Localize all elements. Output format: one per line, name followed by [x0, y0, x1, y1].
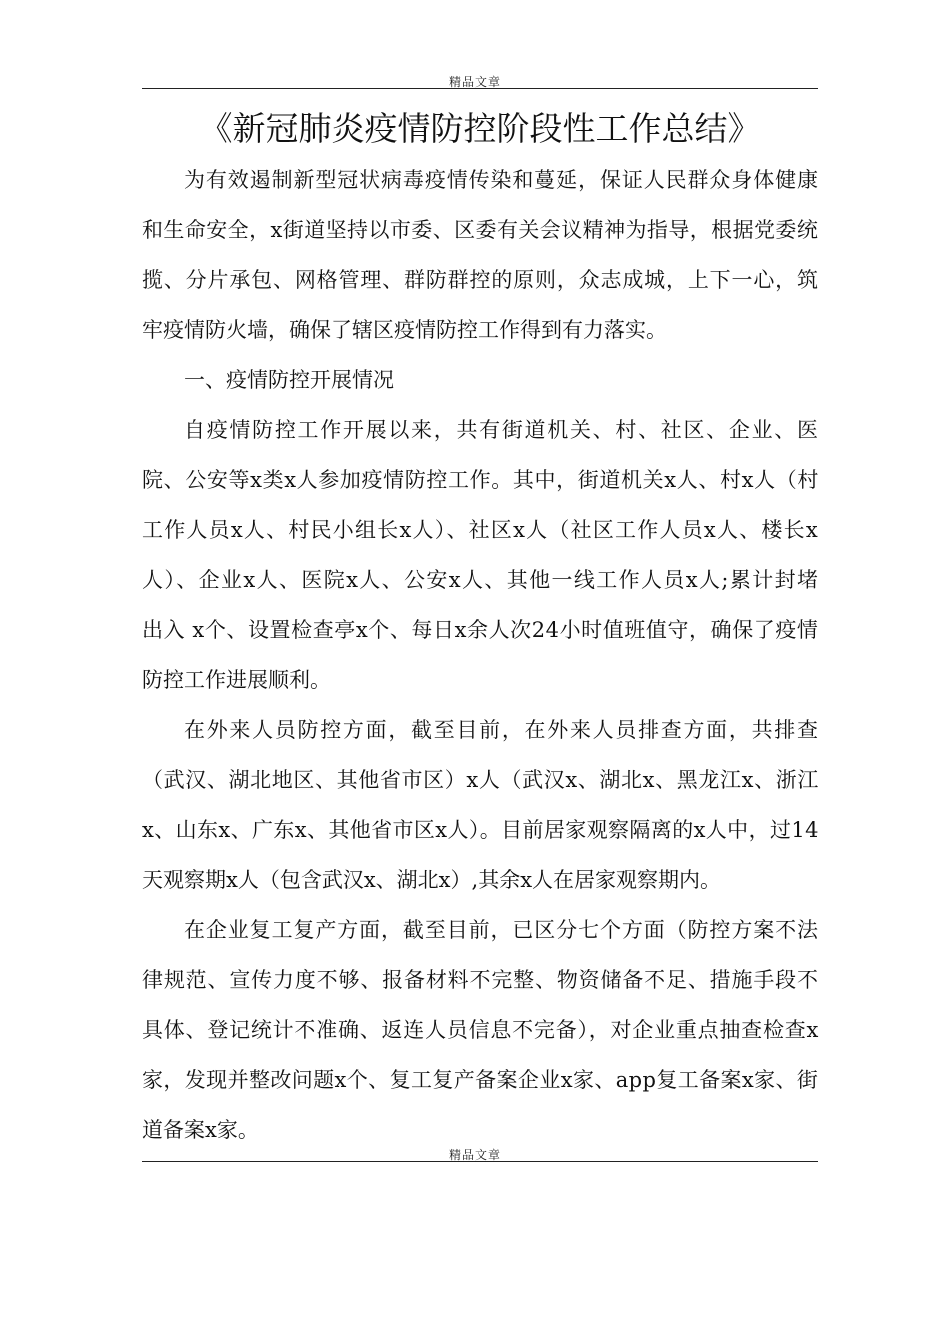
paragraph-line: 律规范、宣传力度不够、报备材料不完整、物资储备不足、措施手段不 [142, 968, 819, 992]
section-heading: 一、疫情防控开展情况 [184, 368, 394, 392]
paragraph-line: 家，发现并整改问题x个、复工复产备案企业x家、app复工备案x家、街 [142, 1068, 819, 1092]
paragraph-line: 为有效遏制新型冠状病毒疫情传染和蔓延，保证人民群众身体健康 [184, 168, 819, 192]
paragraph-line: 道备案x家。 [142, 1118, 259, 1142]
paragraph-line: 自疫情防控工作开展以来，共有街道机关、村、社区、企业、医 [184, 418, 820, 442]
paragraph-line: 出入 x个、设置检查亭x个、每日x余人次24小时值班值守，确保了疫情 [142, 618, 819, 642]
paragraph-line: 在外来人员防控方面，截至目前，在外来人员排查方面，共排查 [184, 718, 820, 742]
paragraph-line: 揽、分片承包、网格管理、群防群控的原则，众志成城，上下一心，筑 [142, 268, 819, 292]
document-body [142, 155, 818, 1155]
paragraph-line: x、山东x、广东x、其他省市区x人）。目前居家观察隔离的x人中，过14 [142, 818, 819, 842]
paragraph-line: （武汉、湖北地区、其他省市区）x人（武汉x、湖北x、黑龙江x、浙江 [142, 768, 819, 792]
paragraph-line: 牢疫情防火墙，确保了辖区疫情防控工作得到有力落实。 [142, 318, 667, 342]
paragraph-line: 工作人员x人、村民小组长x人）、社区x人（社区工作人员x人、楼长x [142, 518, 819, 542]
footer-label: 精品文章 [448, 1148, 501, 1162]
header-rule [142, 88, 818, 89]
paragraph-line: 在企业复工复产方面，截至目前，已区分七个方面（防控方案不法 [184, 918, 819, 942]
paragraph-line: 院、公安等x类x人参加疫情防控工作。其中，街道机关x人、村x人（村 [142, 468, 819, 492]
paragraph-line: 天观察期x人（包含武汉x、湖北x）,其余x人在居家观察期内。 [142, 868, 722, 892]
paragraph-line: 和生命安全，x街道坚持以市委、区委有关会议精神为指导，根据党委统 [142, 218, 819, 242]
paragraph-line: 人）、企业x人、医院x人、公安x人、其他一线工作人员x人;累计封堵 [142, 568, 820, 592]
paragraph-line: 具体、登记统计不准确、返连人员信息不完备），对企业重点抽查检查x [142, 1018, 820, 1042]
document-title: 《新冠肺炎疫情防控阶段性工作总结》 [199, 109, 761, 148]
header-label: 精品文章 [448, 75, 501, 89]
paragraph-line: 防控工作进展顺利。 [142, 668, 331, 692]
